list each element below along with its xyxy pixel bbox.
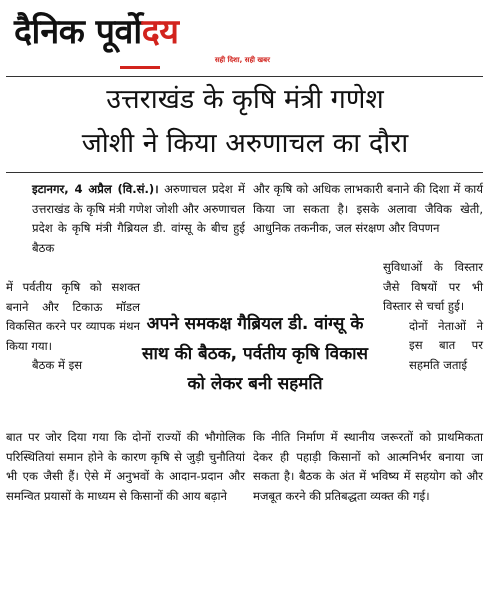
article-column-right-mid [383,258,483,376]
article-paragraph: में पर्वतीय कृषि को सशक्त बनाने और टिकाऊ मॉडल विकसित करने पर व्यापक मंथन किया गया। [6,280,140,353]
article-paragraph: सुविधाओं के विस्तार जैसे विषयों पर भी विस्तार से चर्चा हुई। [383,260,483,314]
article-paragraph: बैठक में इस [32,358,83,373]
article-column-left-bottom [6,428,245,506]
masthead [8,4,270,64]
article-paragraph: कि नीति निर्माण में स्थानीय जरूरतों को प्राथमिकता देकर ही पहाड़ी किसानों को आत्मनिर्भर बनाया जा सकता है। बैठक के अंत में भविष्य में सहयोग को और मजबूत करने की प्रतिबद्धता व्यक्त की गई। [253,430,483,503]
article-column-left-top [6,180,245,258]
masthead-tagline: सही दिशा, सही खबर [214,56,270,64]
article-text: अरुणाचल प्रदेश में उत्तराखंड के कृषि मंत्री गणेश जोशी और अरुणाचल प्रदेश के कृषि मंत्री गैब्रियल डी. वांग्सू के बीच हुई बैठक [32,182,245,255]
brand-accent: दय [141,12,179,52]
article-paragraph: बात पर जोर दिया गया कि दोनों राज्यों की भौगोलिक परिस्थितियां समान होने के कारण कृषि से जुड़ी चुनौतियां भी एक जैसी हैं। ऐसे में अनुभवों के आदान-प्रदान और समन्वित प्रयासों के माध्यम से किसानों की आय बढ़ाने [6,430,245,503]
dateline: इटानगर, 4 अप्रैल (वि.सं.)। [32,182,159,196]
article-paragraph: और कृषि को अधिक लाभकारी बनाने की दिशा में कार्य किया जा सकता है। इसके अलावा जैविक खेती, आधुनिक तकनीक, जल संरक्षण और विपणन [253,182,483,236]
headline-line-1: उत्तराखंड के कृषि मंत्री गणेश [106,84,384,115]
pull-quote: अपने समकक्ष गैब्रियल डी. वांग्सू के साथ की बैठक, पर्वतीय कृषि विकास को लेकर बनी सहमति [141,314,369,394]
brand-main: दैनिक पूर्वो [14,12,142,52]
article-headline [10,78,480,166]
headline-line-2: जोशी ने किया अरुणाचल का दौरा [81,128,409,159]
headline-bottom-rule [6,172,483,173]
article-paragraph [6,180,245,258]
headline-top-rule [6,76,483,77]
masthead-accent-line [120,66,160,69]
article-paragraph: दोनों नेताओं ने इस बात पर सहमति जताई [409,318,483,372]
newspaper-logo [14,6,178,58]
article-column-right-bottom [253,428,483,506]
article-column-left-mid [6,278,140,376]
article-column-right-top [253,180,483,239]
